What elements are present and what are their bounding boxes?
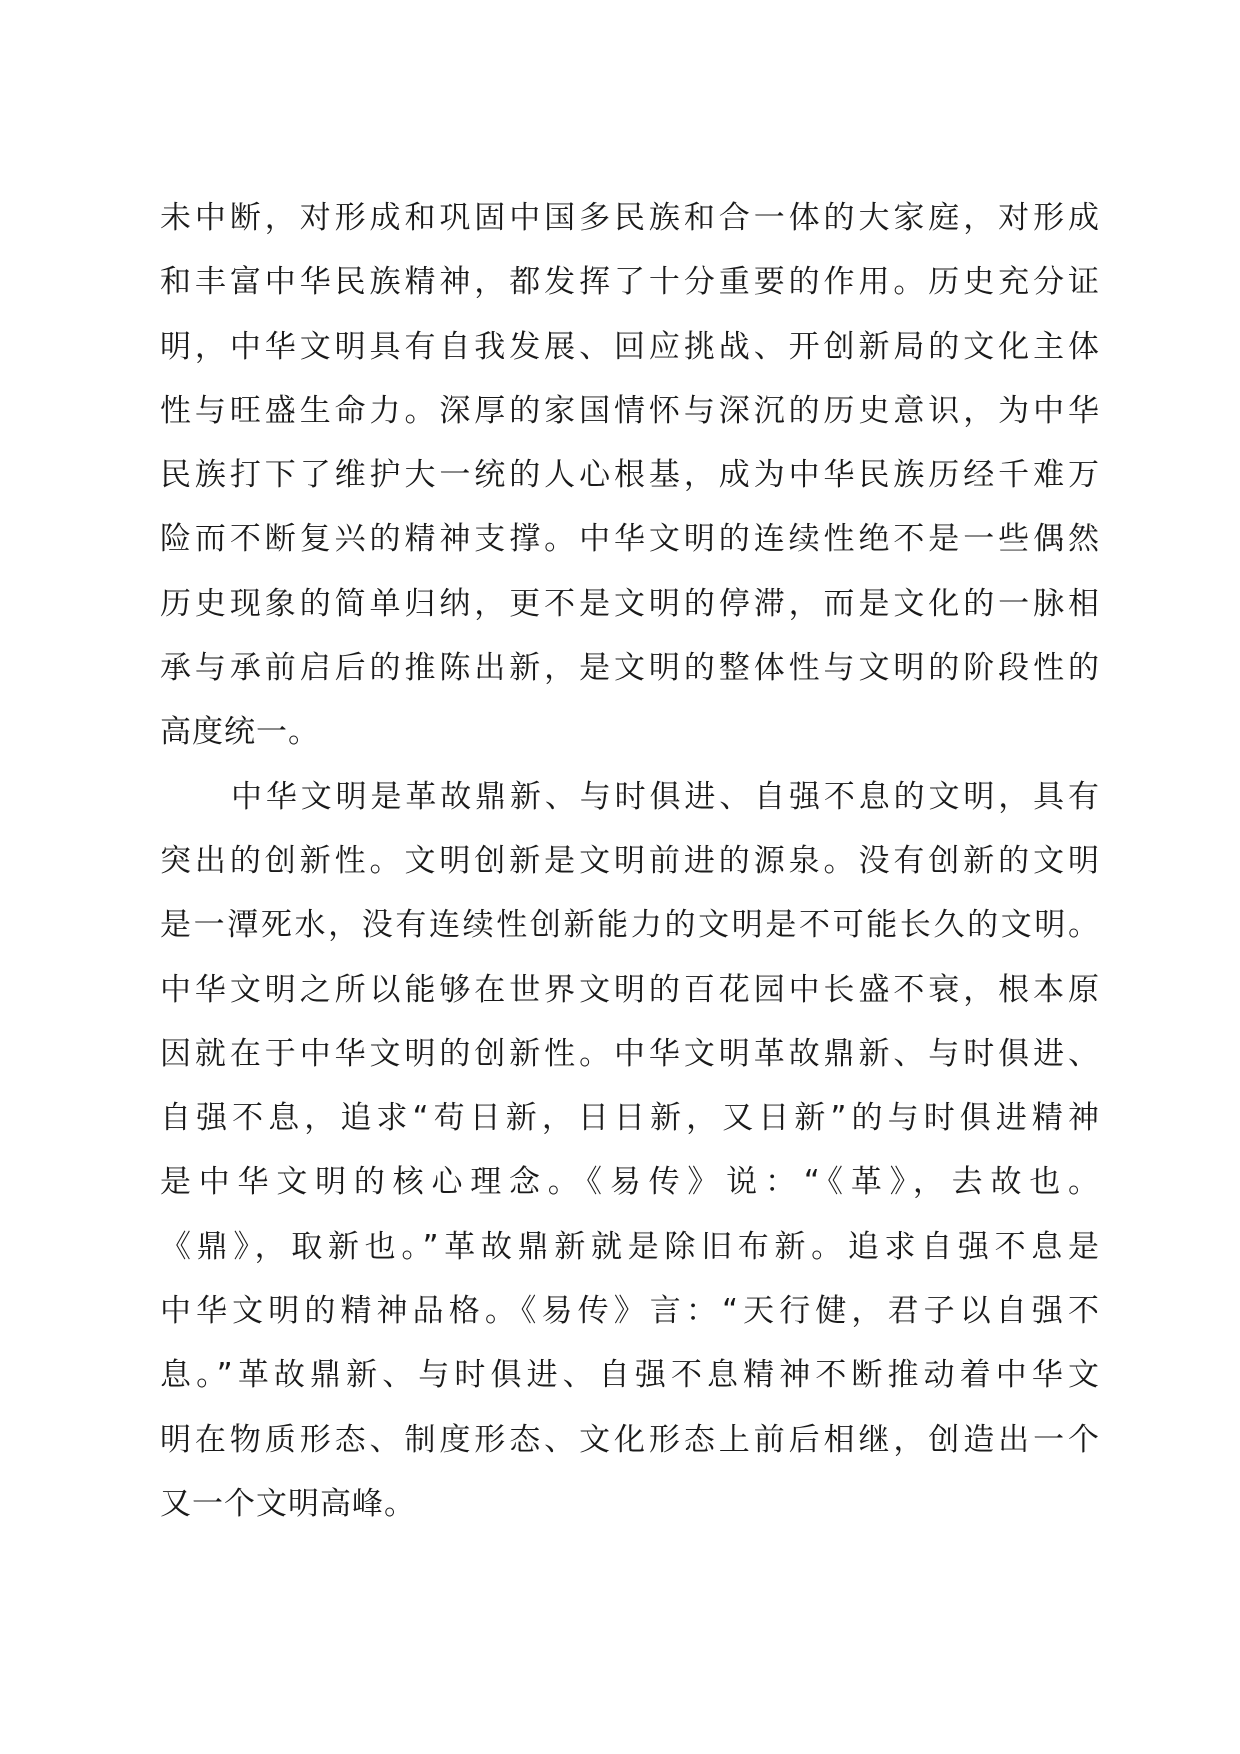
text-line: 和丰富中华民族精神，都发挥了十分重要的作用。历史充分证 — [160, 264, 1100, 301]
text-line: 又一个文明高峰。 — [160, 1485, 416, 1522]
text-line: 自强不息，追求“苟日新，日日新，又日新”的与时俱进精神 — [160, 1100, 1100, 1137]
text-line: 险而不断复兴的精神支撑。中华文明的连续性绝不是一些偶然 — [160, 521, 1100, 558]
text-line: 未中断，对形成和巩固中国多民族和合一体的大家庭，对形成 — [160, 200, 1100, 236]
text-line: 是中华文明的核心理念。《易传》说：“《革》，去故也。 — [160, 1164, 1100, 1201]
text-line: 民族打下了维护大一统的人心根基，成为中华民族历经千难万 — [160, 457, 1100, 494]
text-line: 中华文明之所以能够在世界文明的百花园中长盛不衰，根本原 — [160, 971, 1100, 1008]
text-line: 息。”革故鼎新、与时俱进、自强不息精神不断推动着中华文 — [160, 1357, 1100, 1394]
text-line: 《鼎》，取新也。”革故鼎新就是除旧布新。追求自强不息是 — [160, 1228, 1100, 1265]
text-line: 因就在于中华文明的创新性。中华文明革故鼎新、与时俱进、 — [160, 1035, 1100, 1072]
text-line: 是一潭死水，没有连续性创新能力的文明是不可能长久的文明。 — [160, 907, 1100, 944]
body-text — [160, 186, 1100, 1536]
text-line: 明，中华文明具有自我发展、回应挑战、开创新局的文化主体 — [160, 328, 1100, 365]
text-line: 中华文明的精神品格。《易传》言：“天行健，君子以自强不 — [160, 1293, 1100, 1330]
text-line: 突出的创新性。文明创新是文明前进的源泉。没有创新的文明 — [160, 842, 1100, 879]
text-line: 承与承前启后的推陈出新，是文明的整体性与文明的阶段性的 — [160, 650, 1100, 687]
paragraph-first-line: 中华文明是革故鼎新、与时俱进、自强不息的文明，具有 — [231, 778, 1100, 815]
text-line: 性与旺盛生命力。深厚的家国情怀与深沉的历史意识，为中华 — [160, 392, 1100, 429]
text-line: 明在物质形态、制度形态、文化形态上前后相继，创造出一个 — [160, 1421, 1100, 1458]
text-line: 历史现象的简单归纳，更不是文明的停滞，而是文化的一脉相 — [160, 585, 1100, 622]
text-line: 高度统一。 — [160, 714, 320, 751]
